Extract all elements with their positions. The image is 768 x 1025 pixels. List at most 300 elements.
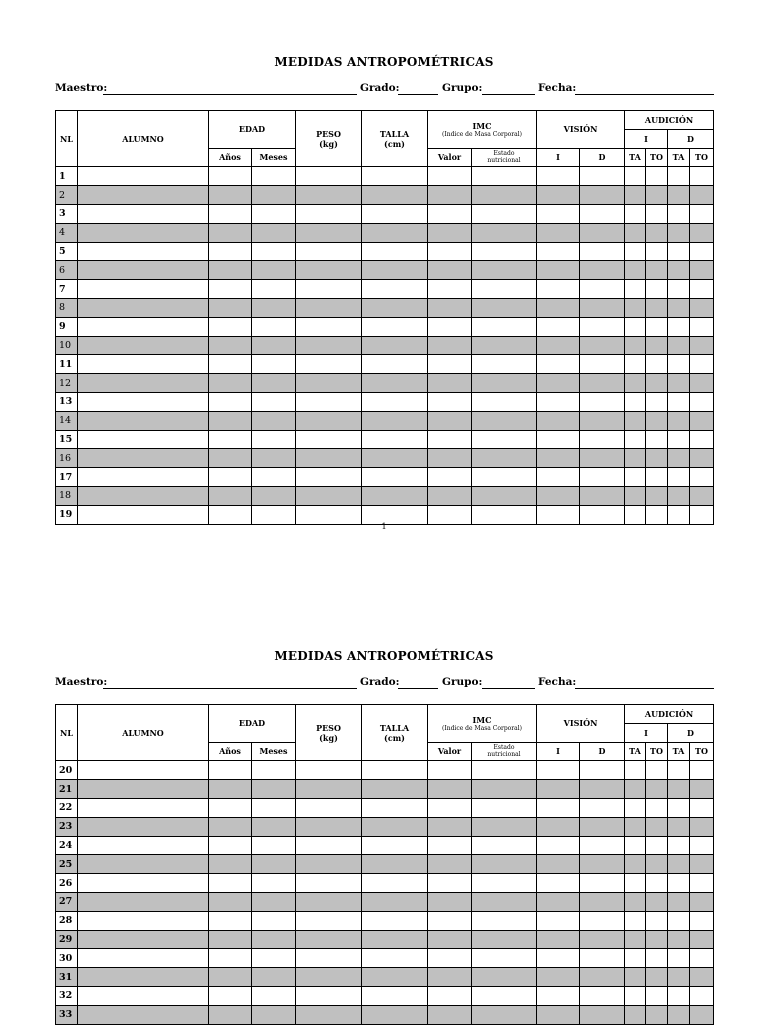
data-cell[interactable] — [362, 798, 428, 817]
data-cell[interactable] — [296, 817, 362, 836]
data-cell[interactable] — [625, 798, 646, 817]
data-cell[interactable] — [209, 411, 252, 430]
data-cell[interactable] — [428, 986, 472, 1005]
data-cell[interactable] — [580, 911, 625, 930]
data-cell[interactable] — [668, 374, 690, 393]
data-cell[interactable] — [472, 874, 537, 893]
data-cell[interactable] — [690, 298, 714, 317]
data-cell[interactable] — [296, 392, 362, 411]
data-cell[interactable] — [668, 836, 690, 855]
data-cell[interactable] — [646, 298, 668, 317]
data-cell[interactable] — [580, 892, 625, 911]
data-cell[interactable] — [428, 167, 472, 186]
data-cell[interactable] — [690, 968, 714, 987]
data-cell[interactable] — [668, 911, 690, 930]
data-cell[interactable] — [690, 874, 714, 893]
data-cell[interactable] — [362, 374, 428, 393]
data-cell[interactable] — [580, 817, 625, 836]
data-cell[interactable] — [646, 836, 668, 855]
data-cell[interactable] — [252, 892, 296, 911]
data-cell[interactable] — [646, 468, 668, 487]
data-cell[interactable] — [362, 911, 428, 930]
data-cell[interactable] — [78, 817, 209, 836]
data-cell[interactable] — [472, 911, 537, 930]
data-cell[interactable] — [625, 374, 646, 393]
data-cell[interactable] — [537, 204, 580, 223]
data-cell[interactable] — [625, 780, 646, 799]
data-cell[interactable] — [78, 242, 209, 261]
data-cell[interactable] — [362, 242, 428, 261]
data-cell[interactable] — [580, 167, 625, 186]
data-cell[interactable] — [362, 392, 428, 411]
data-cell[interactable] — [78, 392, 209, 411]
data-cell[interactable] — [362, 167, 428, 186]
data-cell[interactable] — [296, 242, 362, 261]
data-cell[interactable] — [78, 280, 209, 299]
data-cell[interactable] — [537, 242, 580, 261]
data-cell[interactable] — [668, 986, 690, 1005]
data-cell[interactable] — [209, 874, 252, 893]
data-cell[interactable] — [78, 336, 209, 355]
data-cell[interactable] — [209, 761, 252, 780]
grado-field[interactable] — [398, 94, 438, 95]
data-cell[interactable] — [537, 186, 580, 205]
data-cell[interactable] — [690, 204, 714, 223]
data-cell[interactable] — [252, 317, 296, 336]
data-cell[interactable] — [209, 223, 252, 242]
data-cell[interactable] — [537, 874, 580, 893]
data-cell[interactable] — [690, 817, 714, 836]
data-cell[interactable] — [580, 449, 625, 468]
data-cell[interactable] — [625, 298, 646, 317]
data-cell[interactable] — [362, 817, 428, 836]
data-cell[interactable] — [209, 261, 252, 280]
data-cell[interactable] — [668, 204, 690, 223]
data-cell[interactable] — [690, 261, 714, 280]
data-cell[interactable] — [690, 836, 714, 855]
data-cell[interactable] — [580, 411, 625, 430]
data-cell[interactable] — [537, 930, 580, 949]
data-cell[interactable] — [209, 336, 252, 355]
data-cell[interactable] — [690, 949, 714, 968]
data-cell[interactable] — [625, 836, 646, 855]
data-cell[interactable] — [646, 261, 668, 280]
data-cell[interactable] — [472, 317, 537, 336]
data-cell[interactable] — [580, 223, 625, 242]
data-cell[interactable] — [646, 874, 668, 893]
data-cell[interactable] — [537, 261, 580, 280]
data-cell[interactable] — [646, 780, 668, 799]
data-cell[interactable] — [646, 817, 668, 836]
data-cell[interactable] — [78, 986, 209, 1005]
data-cell[interactable] — [537, 430, 580, 449]
data-cell[interactable] — [78, 186, 209, 205]
data-cell[interactable] — [580, 336, 625, 355]
data-cell[interactable] — [646, 761, 668, 780]
data-cell[interactable] — [362, 336, 428, 355]
data-cell[interactable] — [580, 204, 625, 223]
data-cell[interactable] — [209, 986, 252, 1005]
data-cell[interactable] — [668, 780, 690, 799]
data-cell[interactable] — [580, 874, 625, 893]
data-cell[interactable] — [472, 411, 537, 430]
data-cell[interactable] — [646, 911, 668, 930]
data-cell[interactable] — [646, 242, 668, 261]
data-cell[interactable] — [646, 280, 668, 299]
data-cell[interactable] — [209, 798, 252, 817]
data-cell[interactable] — [209, 317, 252, 336]
data-cell[interactable] — [625, 968, 646, 987]
data-cell[interactable] — [690, 1005, 714, 1024]
data-cell[interactable] — [428, 836, 472, 855]
data-cell[interactable] — [690, 855, 714, 874]
data-cell[interactable] — [209, 892, 252, 911]
data-cell[interactable] — [537, 949, 580, 968]
data-cell[interactable] — [296, 449, 362, 468]
data-cell[interactable] — [668, 874, 690, 893]
data-cell[interactable] — [668, 486, 690, 505]
data-cell[interactable] — [537, 817, 580, 836]
data-cell[interactable] — [472, 968, 537, 987]
data-cell[interactable] — [428, 298, 472, 317]
data-cell[interactable] — [78, 449, 209, 468]
data-cell[interactable] — [362, 874, 428, 893]
maestro-field[interactable] — [103, 688, 357, 689]
data-cell[interactable] — [537, 986, 580, 1005]
data-cell[interactable] — [78, 761, 209, 780]
data-cell[interactable] — [78, 798, 209, 817]
data-cell[interactable] — [428, 204, 472, 223]
data-cell[interactable] — [646, 798, 668, 817]
data-cell[interactable] — [668, 761, 690, 780]
data-cell[interactable] — [690, 430, 714, 449]
data-cell[interactable] — [537, 223, 580, 242]
data-cell[interactable] — [668, 411, 690, 430]
data-cell[interactable] — [472, 780, 537, 799]
data-cell[interactable] — [580, 486, 625, 505]
data-cell[interactable] — [690, 468, 714, 487]
data-cell[interactable] — [537, 468, 580, 487]
data-cell[interactable] — [252, 336, 296, 355]
data-cell[interactable] — [690, 186, 714, 205]
data-cell[interactable] — [625, 930, 646, 949]
data-cell[interactable] — [362, 430, 428, 449]
data-cell[interactable] — [78, 223, 209, 242]
data-cell[interactable] — [362, 355, 428, 374]
data-cell[interactable] — [580, 761, 625, 780]
data-cell[interactable] — [580, 317, 625, 336]
data-cell[interactable] — [646, 374, 668, 393]
data-cell[interactable] — [78, 374, 209, 393]
data-cell[interactable] — [472, 486, 537, 505]
data-cell[interactable] — [690, 355, 714, 374]
data-cell[interactable] — [428, 449, 472, 468]
data-cell[interactable] — [580, 1005, 625, 1024]
data-cell[interactable] — [362, 280, 428, 299]
data-cell[interactable] — [625, 411, 646, 430]
grupo-field[interactable] — [482, 94, 535, 95]
data-cell[interactable] — [362, 486, 428, 505]
data-cell[interactable] — [646, 986, 668, 1005]
data-cell[interactable] — [209, 280, 252, 299]
data-cell[interactable] — [428, 486, 472, 505]
data-cell[interactable] — [646, 449, 668, 468]
data-cell[interactable] — [690, 392, 714, 411]
data-cell[interactable] — [646, 1005, 668, 1024]
data-cell[interactable] — [580, 374, 625, 393]
data-cell[interactable] — [252, 298, 296, 317]
data-cell[interactable] — [209, 911, 252, 930]
data-cell[interactable] — [472, 186, 537, 205]
data-cell[interactable] — [472, 1005, 537, 1024]
data-cell[interactable] — [625, 1005, 646, 1024]
data-cell[interactable] — [209, 468, 252, 487]
data-cell[interactable] — [296, 374, 362, 393]
data-cell[interactable] — [428, 280, 472, 299]
data-cell[interactable] — [537, 392, 580, 411]
data-cell[interactable] — [296, 468, 362, 487]
data-cell[interactable] — [296, 280, 362, 299]
data-cell[interactable] — [296, 1005, 362, 1024]
data-cell[interactable] — [252, 780, 296, 799]
data-cell[interactable] — [537, 911, 580, 930]
data-cell[interactable] — [646, 223, 668, 242]
data-cell[interactable] — [296, 968, 362, 987]
data-cell[interactable] — [580, 186, 625, 205]
data-cell[interactable] — [78, 780, 209, 799]
data-cell[interactable] — [428, 892, 472, 911]
data-cell[interactable] — [472, 949, 537, 968]
data-cell[interactable] — [472, 986, 537, 1005]
data-cell[interactable] — [78, 836, 209, 855]
data-cell[interactable] — [252, 911, 296, 930]
data-cell[interactable] — [472, 280, 537, 299]
data-cell[interactable] — [580, 798, 625, 817]
data-cell[interactable] — [625, 817, 646, 836]
data-cell[interactable] — [690, 223, 714, 242]
data-cell[interactable] — [646, 486, 668, 505]
data-cell[interactable] — [625, 986, 646, 1005]
data-cell[interactable] — [625, 761, 646, 780]
data-cell[interactable] — [209, 855, 252, 874]
data-cell[interactable] — [472, 261, 537, 280]
data-cell[interactable] — [580, 855, 625, 874]
data-cell[interactable] — [472, 430, 537, 449]
data-cell[interactable] — [580, 261, 625, 280]
data-cell[interactable] — [625, 186, 646, 205]
data-cell[interactable] — [625, 317, 646, 336]
data-cell[interactable] — [668, 449, 690, 468]
data-cell[interactable] — [428, 949, 472, 968]
data-cell[interactable] — [252, 449, 296, 468]
data-cell[interactable] — [362, 836, 428, 855]
data-cell[interactable] — [362, 968, 428, 987]
data-cell[interactable] — [252, 280, 296, 299]
data-cell[interactable] — [428, 780, 472, 799]
data-cell[interactable] — [537, 449, 580, 468]
data-cell[interactable] — [580, 280, 625, 299]
data-cell[interactable] — [537, 336, 580, 355]
data-cell[interactable] — [428, 242, 472, 261]
data-cell[interactable] — [472, 242, 537, 261]
data-cell[interactable] — [428, 392, 472, 411]
data-cell[interactable] — [646, 336, 668, 355]
data-cell[interactable] — [625, 486, 646, 505]
data-cell[interactable] — [690, 986, 714, 1005]
data-cell[interactable] — [428, 817, 472, 836]
data-cell[interactable] — [252, 486, 296, 505]
grupo-field[interactable] — [482, 688, 535, 689]
data-cell[interactable] — [296, 486, 362, 505]
data-cell[interactable] — [668, 430, 690, 449]
data-cell[interactable] — [252, 261, 296, 280]
data-cell[interactable] — [252, 986, 296, 1005]
data-cell[interactable] — [472, 468, 537, 487]
data-cell[interactable] — [78, 892, 209, 911]
data-cell[interactable] — [580, 949, 625, 968]
data-cell[interactable] — [625, 242, 646, 261]
data-cell[interactable] — [668, 468, 690, 487]
data-cell[interactable] — [472, 930, 537, 949]
data-cell[interactable] — [252, 392, 296, 411]
maestro-field[interactable] — [103, 94, 357, 95]
data-cell[interactable] — [646, 430, 668, 449]
data-cell[interactable] — [296, 798, 362, 817]
data-cell[interactable] — [252, 930, 296, 949]
data-cell[interactable] — [690, 930, 714, 949]
data-cell[interactable] — [78, 874, 209, 893]
data-cell[interactable] — [690, 374, 714, 393]
data-cell[interactable] — [252, 167, 296, 186]
data-cell[interactable] — [537, 892, 580, 911]
data-cell[interactable] — [428, 374, 472, 393]
data-cell[interactable] — [78, 204, 209, 223]
data-cell[interactable] — [428, 317, 472, 336]
data-cell[interactable] — [428, 1005, 472, 1024]
data-cell[interactable] — [252, 761, 296, 780]
data-cell[interactable] — [625, 204, 646, 223]
data-cell[interactable] — [78, 911, 209, 930]
data-cell[interactable] — [78, 486, 209, 505]
data-cell[interactable] — [252, 223, 296, 242]
data-cell[interactable] — [537, 780, 580, 799]
data-cell[interactable] — [625, 280, 646, 299]
data-cell[interactable] — [296, 261, 362, 280]
data-cell[interactable] — [296, 186, 362, 205]
data-cell[interactable] — [646, 892, 668, 911]
data-cell[interactable] — [362, 261, 428, 280]
data-cell[interactable] — [362, 761, 428, 780]
data-cell[interactable] — [296, 430, 362, 449]
data-cell[interactable] — [428, 336, 472, 355]
data-cell[interactable] — [472, 336, 537, 355]
data-cell[interactable] — [646, 855, 668, 874]
data-cell[interactable] — [690, 761, 714, 780]
data-cell[interactable] — [668, 317, 690, 336]
data-cell[interactable] — [625, 874, 646, 893]
data-cell[interactable] — [78, 317, 209, 336]
data-cell[interactable] — [690, 449, 714, 468]
data-cell[interactable] — [625, 911, 646, 930]
data-cell[interactable] — [252, 817, 296, 836]
data-cell[interactable] — [296, 911, 362, 930]
grado-field[interactable] — [398, 688, 438, 689]
data-cell[interactable] — [537, 855, 580, 874]
data-cell[interactable] — [580, 468, 625, 487]
data-cell[interactable] — [209, 780, 252, 799]
data-cell[interactable] — [428, 911, 472, 930]
data-cell[interactable] — [646, 949, 668, 968]
data-cell[interactable] — [209, 449, 252, 468]
data-cell[interactable] — [428, 355, 472, 374]
data-cell[interactable] — [537, 355, 580, 374]
data-cell[interactable] — [296, 836, 362, 855]
data-cell[interactable] — [472, 374, 537, 393]
data-cell[interactable] — [690, 798, 714, 817]
data-cell[interactable] — [252, 186, 296, 205]
data-cell[interactable] — [209, 486, 252, 505]
data-cell[interactable] — [625, 261, 646, 280]
data-cell[interactable] — [472, 355, 537, 374]
data-cell[interactable] — [209, 1005, 252, 1024]
data-cell[interactable] — [362, 186, 428, 205]
data-cell[interactable] — [646, 186, 668, 205]
data-cell[interactable] — [472, 761, 537, 780]
data-cell[interactable] — [668, 392, 690, 411]
data-cell[interactable] — [625, 949, 646, 968]
data-cell[interactable] — [537, 761, 580, 780]
data-cell[interactable] — [209, 204, 252, 223]
data-cell[interactable] — [296, 298, 362, 317]
data-cell[interactable] — [668, 186, 690, 205]
data-cell[interactable] — [646, 968, 668, 987]
data-cell[interactable] — [252, 374, 296, 393]
data-cell[interactable] — [296, 223, 362, 242]
data-cell[interactable] — [296, 892, 362, 911]
data-cell[interactable] — [78, 411, 209, 430]
data-cell[interactable] — [78, 1005, 209, 1024]
fecha-field[interactable] — [575, 688, 714, 689]
data-cell[interactable] — [690, 167, 714, 186]
data-cell[interactable] — [625, 892, 646, 911]
data-cell[interactable] — [580, 430, 625, 449]
data-cell[interactable] — [209, 186, 252, 205]
data-cell[interactable] — [668, 798, 690, 817]
data-cell[interactable] — [537, 374, 580, 393]
data-cell[interactable] — [252, 430, 296, 449]
data-cell[interactable] — [472, 204, 537, 223]
data-cell[interactable] — [428, 968, 472, 987]
data-cell[interactable] — [690, 911, 714, 930]
data-cell[interactable] — [78, 430, 209, 449]
data-cell[interactable] — [472, 855, 537, 874]
data-cell[interactable] — [296, 204, 362, 223]
data-cell[interactable] — [78, 355, 209, 374]
data-cell[interactable] — [428, 468, 472, 487]
data-cell[interactable] — [362, 223, 428, 242]
data-cell[interactable] — [252, 855, 296, 874]
data-cell[interactable] — [78, 855, 209, 874]
data-cell[interactable] — [428, 798, 472, 817]
data-cell[interactable] — [668, 242, 690, 261]
data-cell[interactable] — [362, 780, 428, 799]
data-cell[interactable] — [668, 855, 690, 874]
data-cell[interactable] — [580, 986, 625, 1005]
data-cell[interactable] — [209, 392, 252, 411]
data-cell[interactable] — [646, 167, 668, 186]
data-cell[interactable] — [625, 223, 646, 242]
data-cell[interactable] — [668, 167, 690, 186]
